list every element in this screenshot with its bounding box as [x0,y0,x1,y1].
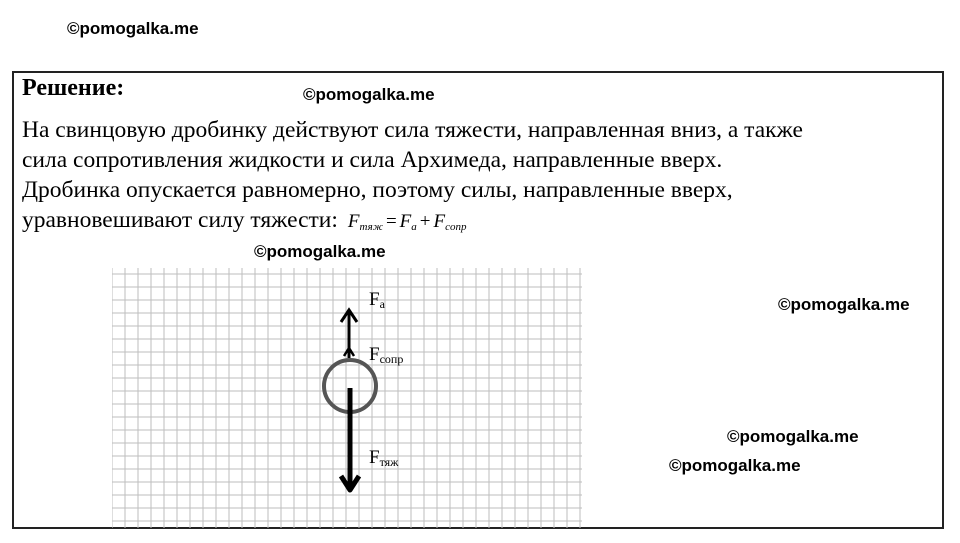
solution-text [22,115,937,242]
watermark-above-figure: ©pomogalka.me [254,242,386,261]
label-f-symbol: F [369,447,380,468]
label-gravity-force [369,448,398,468]
formula-fa-sub: a [411,221,417,233]
watermark-right: ©pomogalka.me [778,295,910,314]
formula-f-symbol: F [347,211,360,232]
label-ftyazh-sub: тяж [379,455,399,469]
solution-heading: Решение: [22,75,125,101]
label-fa-sub: a [379,297,385,311]
watermark-bottom-right: ©pomogalka.me [669,456,801,475]
watermark-top-left: ©pomogalka.me [67,19,199,38]
watermark-under-heading: ©pomogalka.me [303,85,435,104]
formula-equals: = [385,211,397,232]
solution-line: Дробинка опускается равномерно, поэтому силы, направленные вверх, [22,177,733,203]
formula-fsopr-sub: conp [445,221,467,233]
formula-f-symbol: F [399,211,412,232]
label-f-symbol: F [369,289,380,310]
label-f-symbol: F [369,344,380,365]
solution-line: сила сопротивления жидкости и сила Архимеда, направленные вверх. [22,147,723,173]
label-archimedes-force [369,290,385,310]
solution-line-text: уравновешивают силу тяжести: [22,207,338,233]
force-balance-formula [348,211,467,232]
label-resistance-force [369,345,403,365]
label-fsopr-sub: сопр [379,352,404,366]
formula-f-symbol: F [433,211,446,232]
formula-ftyazh-sub: тяж [359,221,383,233]
watermark-lower-right: ©pomogalka.me [727,427,859,446]
force-diagram [112,268,582,528]
solution-line: На свинцовую дробинку действуют сила тяжести, направленная вниз, а также [22,117,803,143]
formula-plus: + [419,211,431,232]
solution-line-with-formula [22,205,937,242]
force-diagram-canvas [112,268,582,528]
